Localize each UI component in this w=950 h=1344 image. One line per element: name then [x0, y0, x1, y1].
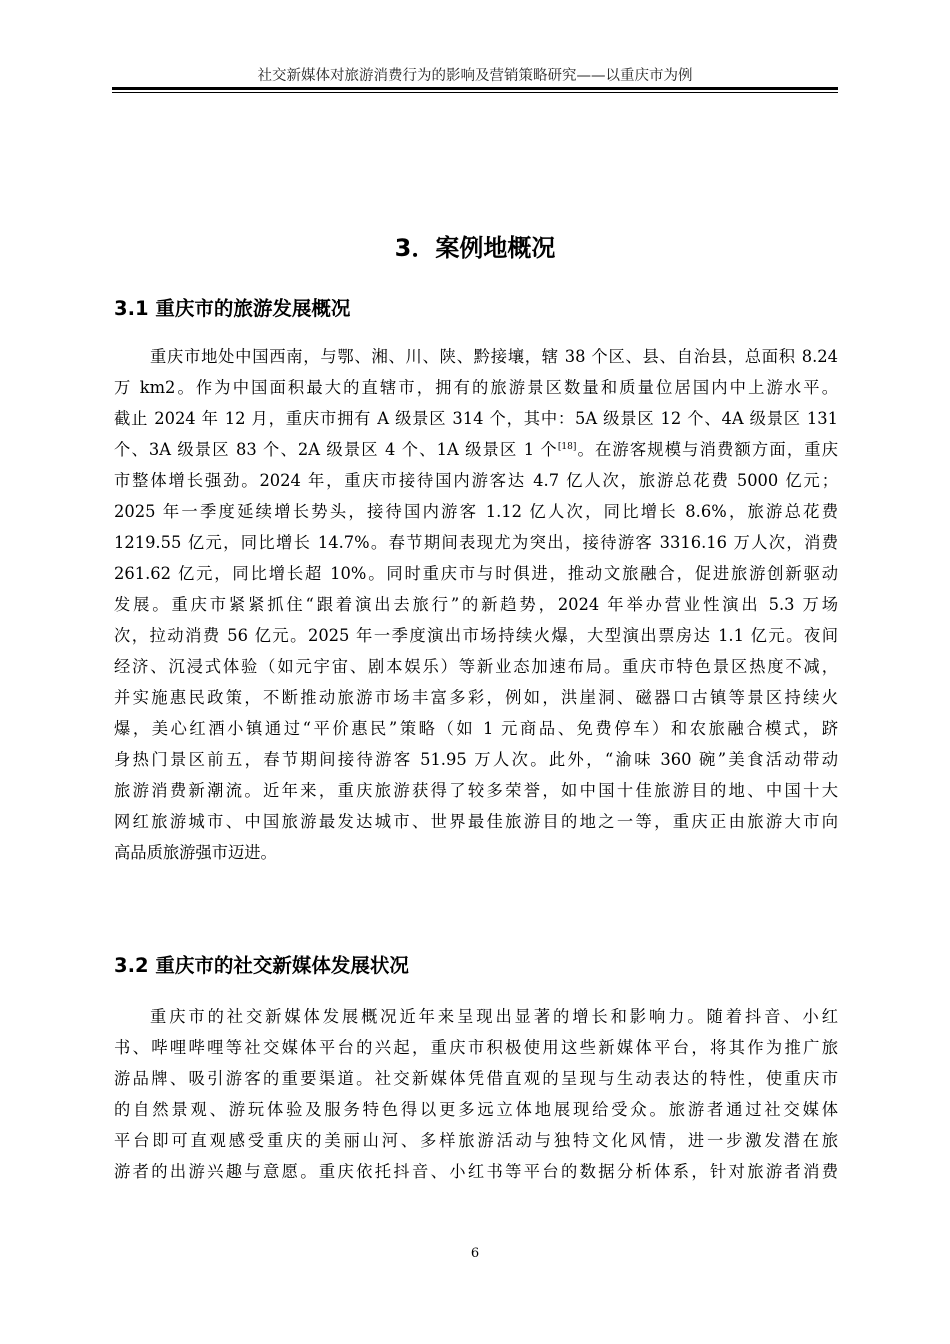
text-line: 游品牌、吸引游客的重要渠道。社交新媒体凭借直观的呈现与生动表达的特性，使重庆市 — [114, 1069, 838, 1088]
text-line: 2025 年一季度延续增长势头，接待国内游客 1.12 亿人次，同比增长 8.6%，旅游总花费 — [114, 502, 838, 521]
text-line: 重庆市的社交新媒体发展概况近年来呈现出显著的增长和影响力。随着抖音、小红 — [150, 1007, 838, 1026]
text-line-head: 个、3A 级景区 83 个、2A 级景区 4 个、1A 级景区 1 个 — [114, 440, 558, 459]
text-line: 平台即可直观感受重庆的美丽山河、多样旅游活动与独特文化风情，进一步激发潜在旅 — [114, 1131, 838, 1150]
text-line: 经济、沉浸式体验（如元宇宙、剧本娱乐）等新业态加速布局。重庆市特色景区热度不减， — [114, 657, 838, 676]
text-line: 发展。重庆市紧紧抓住“跟着演出去旅行”的新趋势，2024 年举办营业性演出 5.3 万场 — [114, 595, 838, 614]
text-line: 网红旅游城市、中国旅游最发达城市、世界最佳旅游目的地之一等，重庆正由旅游大市向 — [114, 812, 838, 831]
text-line: 高品质旅游强市迈进。 — [114, 843, 277, 862]
text-line: 游者的出游兴趣与意愿。重庆依托抖音、小红书等平台的数据分析体系，针对旅游者消费 — [114, 1162, 838, 1181]
text-line: 261.62 亿元，同比增长超 10%。同时重庆市与时俱进，推动文旅融合，促进旅游创新驱动 — [114, 564, 838, 583]
section-title-3-1: 3.1 重庆市的旅游发展概况 — [114, 297, 351, 320]
text-line — [114, 434, 838, 465]
header-rule-thick — [112, 87, 838, 90]
section-title-3-2: 3.2 重庆市的社交新媒体发展状况 — [114, 954, 409, 977]
header-rule-thin — [112, 92, 838, 93]
text-line: 万 km2。作为中国面积最大的直辖市，拥有的旅游景区数量和质量位居国内中上游水平。 — [114, 378, 838, 397]
chapter-title: 3．案例地概况 — [394, 234, 556, 262]
text-line: 的自然景观、游玩体验及服务特色得以更多远立体地展现给受众。旅游者通过社交媒体 — [114, 1100, 838, 1119]
text-line: 旅游消费新潮流。近年来，重庆旅游获得了较多荣誉，如中国十佳旅游目的地、中国十大 — [114, 781, 838, 800]
text-line: 书、哔哩哔哩等社交媒体平台的兴起，重庆市积极使用这些新媒体平台，将其作为推广旅 — [114, 1038, 838, 1057]
text-line: 截止 2024 年 12 月，重庆市拥有 A 级景区 314 个，其中：5A 级景区 12 个、4A 级景区 131 — [114, 409, 838, 428]
text-line: 身热门景区前五，春节期间接待游客 51.95 万人次。此外，“渝味 360 碗”美食活动带动 — [114, 750, 838, 769]
text-line: 1219.55 亿元，同比增长 14.7%。春节期间表现尤为突出，接待游客 3316.16 万人次，消费 — [114, 533, 838, 552]
text-line: 次，拉动消费 56 亿元。2025 年一季度演出市场持续火爆，大型演出票房达 1.1 亿元。夜间 — [114, 626, 838, 645]
citation-reference: [18] — [557, 442, 577, 452]
text-line: 市整体增长强劲。2024 年，重庆市接待国内游客达 4.7 亿人次，旅游总花费 5000 亿元； — [114, 471, 838, 490]
text-line: 爆，美心红酒小镇通过“平价惠民”策略（如 1 元商品、免费停车）和农旅融合模式，跻 — [114, 719, 838, 738]
paragraph-social-media-overview — [114, 1001, 838, 1187]
paragraph-tourism-overview — [114, 341, 838, 868]
text-line-tail: 。在游客规模与消费额方面，重庆 — [576, 440, 838, 459]
running-header: 社交新媒体对旅游消费行为的影响及营销策略研究——以重庆市为例 — [257, 68, 693, 84]
text-line: 并实施惠民政策，不断推动旅游市场丰富多彩，例如，洪崖洞、磁器口古镇等景区持续火 — [114, 688, 838, 707]
text-line: 重庆市地处中国西南，与鄂、湘、川、陕、黔接壤，辖 38 个区、县、自治县，总面积 8.24 — [150, 347, 838, 366]
page-number: 6 — [470, 1246, 480, 1261]
